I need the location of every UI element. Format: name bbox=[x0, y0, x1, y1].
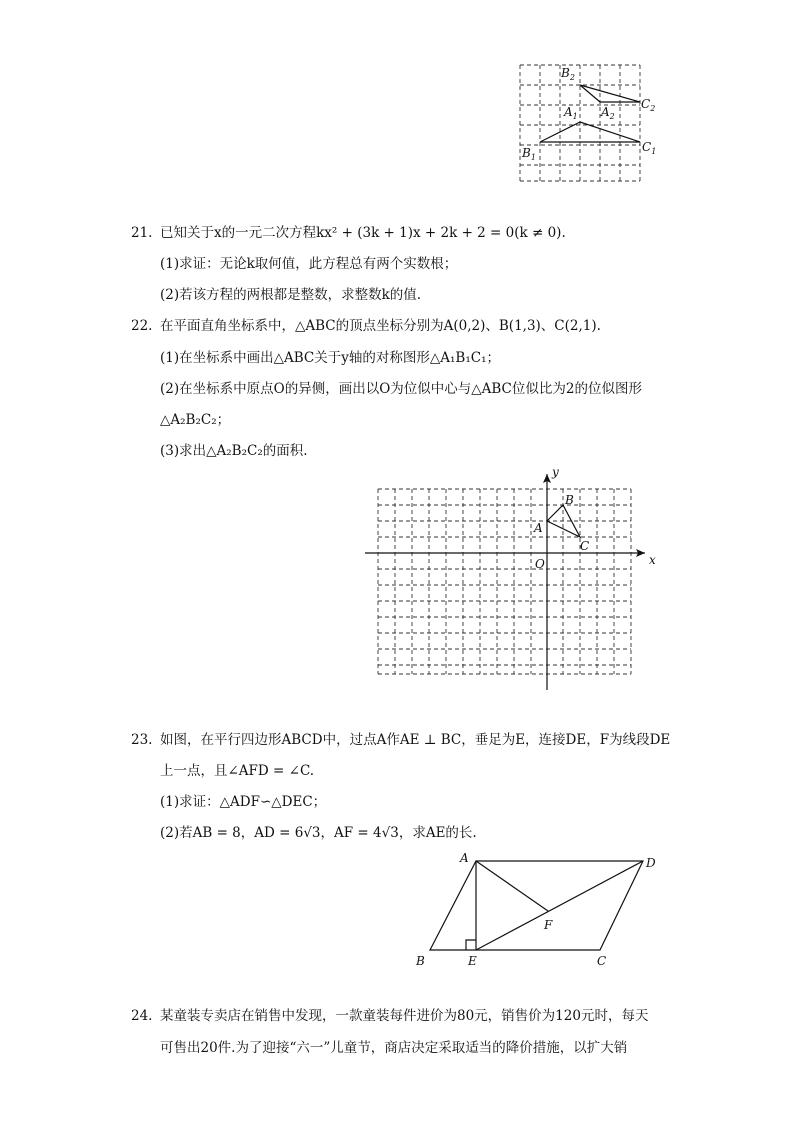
q21-part2: (2)若该方程的两根都是整数，求整数k的值. bbox=[160, 287, 422, 303]
label-a2: $A_2$ bbox=[601, 105, 615, 121]
right-angle-mark bbox=[466, 940, 476, 950]
q22-part2-line2: △A₂B₂C₂； bbox=[160, 412, 231, 428]
q22-part3: (3)求出△A₂B₂C₂的面积. bbox=[160, 443, 308, 459]
segment-de bbox=[476, 861, 643, 950]
label-b: B bbox=[565, 493, 574, 507]
q24-number: 24. bbox=[131, 1008, 153, 1024]
q21-stem: 已知关于x的一元二次方程kx² + (3k + 1)x + 2k + 2 = 0(k ≠ 0). bbox=[160, 225, 566, 241]
q23-number: 23. bbox=[131, 732, 153, 748]
label-a1: $A_1$ bbox=[564, 105, 578, 121]
label-e: E bbox=[468, 954, 477, 968]
q23-part1: (1)求证：△ADF∽△DEC； bbox=[160, 794, 327, 810]
q24-line1: 某童装专卖店在销售中发现，一款童装每件进价为80元，销售价为120元时，每天 bbox=[160, 1008, 649, 1024]
triangle-a2b2c2 bbox=[580, 85, 640, 102]
q23-stem-line1: 如图，在平行四边形ABCD中，过点A作AE ⊥ BC，垂足为E，连接DE，F为线段DE bbox=[160, 732, 671, 748]
label-c: C bbox=[580, 539, 590, 553]
q23-stem-line2: 上一点，且∠AFD = ∠C. bbox=[160, 763, 315, 779]
label-f: F bbox=[544, 918, 553, 932]
label-b2: $B_2$ bbox=[561, 66, 575, 82]
label-x: x bbox=[649, 553, 656, 567]
q23-part2: (2)若AB = 8，AD = 6√3，AF = 4√3，求AE的长. bbox=[160, 825, 477, 841]
coordinate-grid-figure bbox=[360, 462, 670, 694]
q22-stem: 在平面直角坐标系中，△ABC的顶点坐标分别为A(0,2)、B(1,3)、C(2,1). bbox=[160, 318, 601, 334]
q22-part1: (1)在坐标系中画出△ABC关于y轴的对称图形△A₁B₁C₁； bbox=[160, 350, 500, 366]
q21-number: 21. bbox=[131, 225, 153, 241]
label-a: A bbox=[460, 851, 469, 865]
label-c: C bbox=[597, 954, 607, 968]
q24-line2: 可售出20件.为了迎接“六一”儿童节，商店决定采取适当的降价措施，以扩大销 bbox=[160, 1040, 628, 1056]
label-a: A bbox=[534, 521, 543, 535]
coord-grid-lines bbox=[378, 489, 631, 674]
q22-number: 22. bbox=[131, 318, 153, 334]
label-d: D bbox=[646, 856, 656, 870]
label-origin: O bbox=[535, 557, 545, 571]
label-c1: $C_1$ bbox=[642, 140, 657, 156]
q21-part1: (1)求证：无论k取何值，此方程总有两个实数根； bbox=[160, 256, 458, 272]
segment-af bbox=[476, 861, 548, 911]
top-grid-lines bbox=[520, 65, 640, 181]
label-c2: $C_2$ bbox=[641, 97, 656, 113]
label-b1: $B_1$ bbox=[522, 146, 536, 162]
label-y: y bbox=[552, 465, 559, 479]
q22-part2-line1: (2)在坐标系中原点O的异侧，画出以O为位似中心与△ABC位似比为2的位似图形 bbox=[160, 381, 642, 397]
top-grid-figure bbox=[515, 60, 665, 190]
parallelogram-figure bbox=[410, 845, 670, 973]
label-b: B bbox=[416, 954, 425, 968]
parallelogram-abcd bbox=[430, 861, 643, 950]
